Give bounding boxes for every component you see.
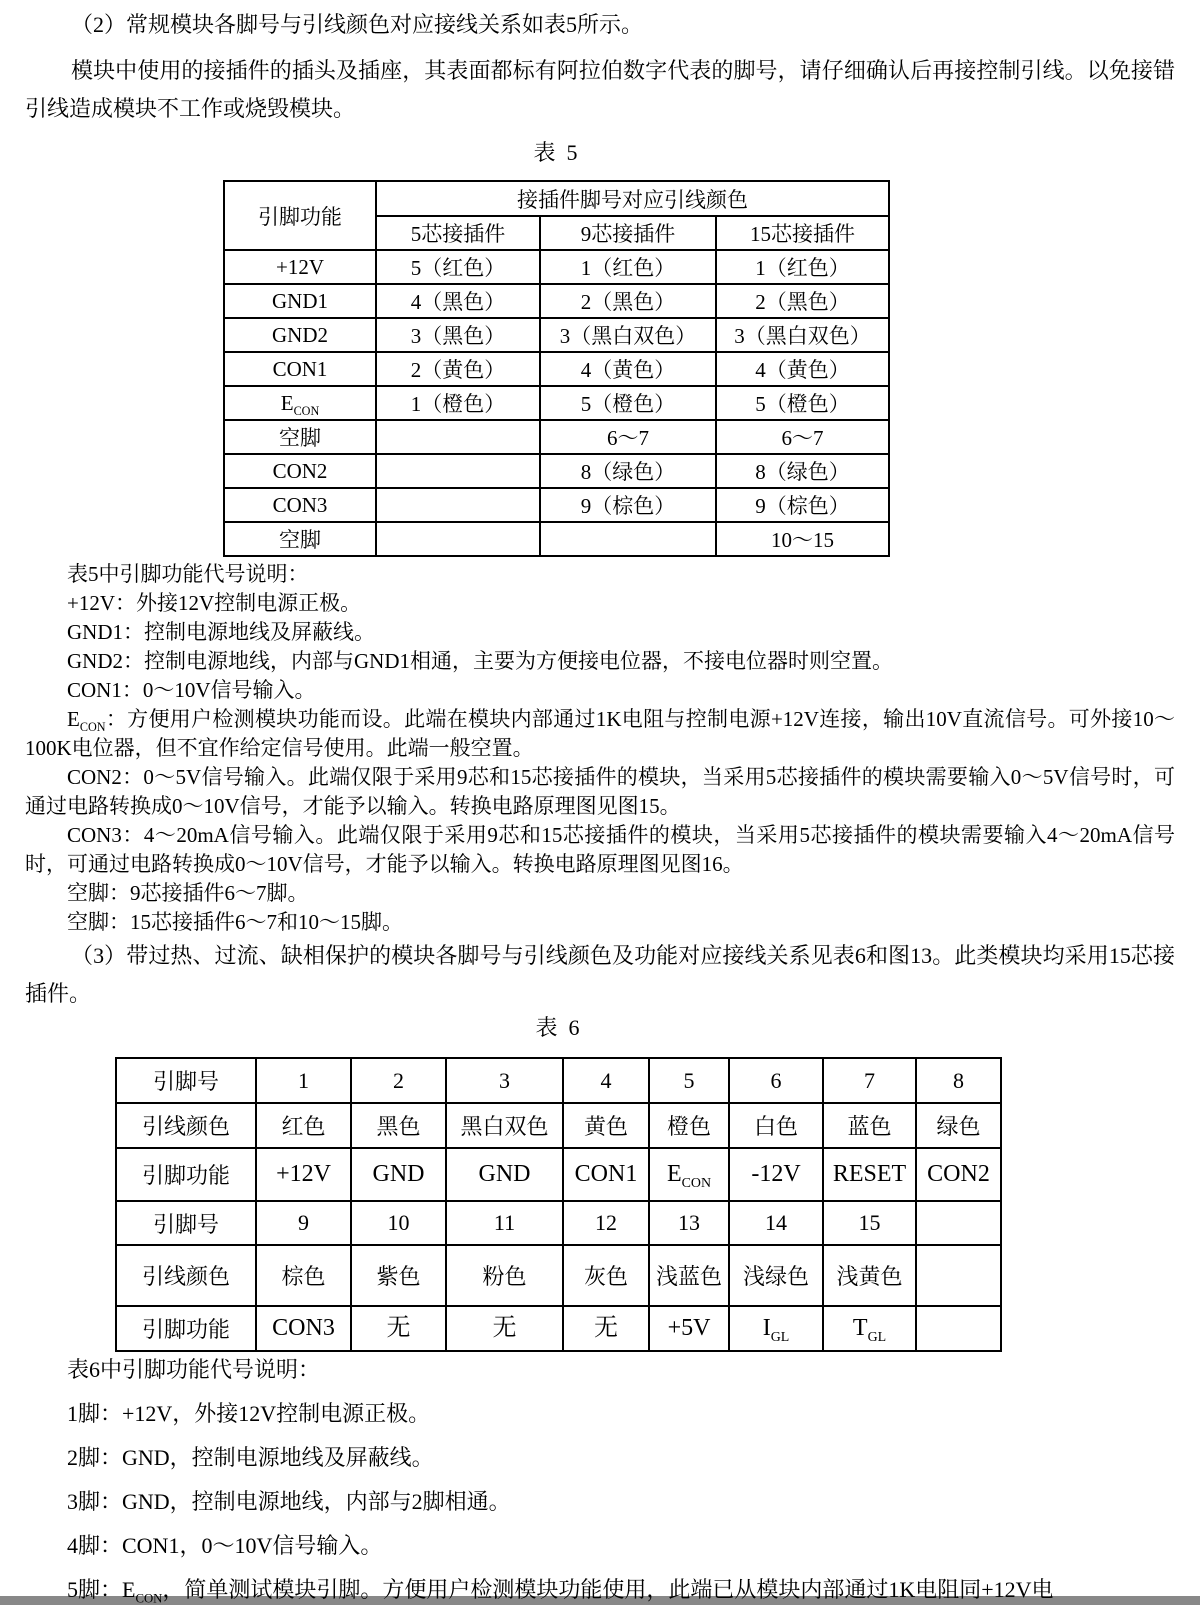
table6-row — [116, 1103, 1001, 1148]
table-cell: 黄色 — [563, 1103, 649, 1148]
table-cell: 14 — [729, 1201, 823, 1245]
table5-row — [224, 420, 889, 454]
table-cell: 黑色 — [351, 1103, 446, 1148]
note-line: CON3：4～20mA信号输入。此端仅限于采用9芯和15芯接插件的模块，当采用5芯接插件的模块需要输入4～20mA信号时，可通过电路转换成0～10V信号，才能予以输入。转换电路原理图见图16。 — [25, 823, 1175, 876]
note-line: 空脚：15芯接插件6～7和10～15脚。 — [67, 910, 403, 934]
table5-header-row — [224, 181, 889, 216]
table-cell: $E_{CON}$ — [649, 1148, 729, 1201]
row-label: 引脚功能 — [116, 1148, 256, 1201]
table5-caption: 表 5 — [533, 140, 578, 165]
table-cell: 浅绿色 — [729, 1245, 823, 1306]
table-cell: 6 — [729, 1058, 823, 1103]
pin-function-cell: GND1 — [224, 284, 376, 318]
table-cell: 无 — [351, 1306, 446, 1351]
table-cell: 1（橙色） — [376, 386, 540, 420]
table6 — [115, 1057, 1002, 1352]
table-cell: 9（棕色） — [716, 488, 889, 522]
table-cell: 2 — [351, 1058, 446, 1103]
note-line: 1脚：+12V，外接12V控制电源正极。 — [67, 1401, 431, 1426]
table-cell: 5 — [649, 1058, 729, 1103]
table-cell: 6～7 — [716, 420, 889, 454]
note-line: 2脚：GND，控制电源地线及屏蔽线。 — [67, 1445, 434, 1470]
table-cell: 11 — [446, 1201, 563, 1245]
row-label: 引脚号 — [116, 1058, 256, 1103]
table5-row — [224, 522, 889, 556]
table-cell: 9 — [256, 1201, 351, 1245]
table6-row — [116, 1058, 1001, 1103]
table5 — [223, 180, 890, 557]
table-cell: CON1 — [563, 1148, 649, 1201]
table5-subheader: 5芯接插件 — [376, 216, 540, 250]
table-cell — [376, 522, 540, 556]
table-cell: 棕色 — [256, 1245, 351, 1306]
table-cell — [540, 522, 716, 556]
note-line: 3脚：GND，控制电源地线，内部与2脚相通。 — [67, 1489, 511, 1514]
table6-row — [116, 1245, 1001, 1306]
table5-row — [224, 352, 889, 386]
table-cell: 10 — [351, 1201, 446, 1245]
table-cell: 红色 — [256, 1103, 351, 1148]
table-cell: 1（红色） — [540, 250, 716, 284]
table-cell: 2（黄色） — [376, 352, 540, 386]
table6-row — [116, 1148, 1001, 1201]
table-cell: RESET — [823, 1148, 916, 1201]
table-cell: 8（绿色） — [540, 454, 716, 488]
table-cell — [376, 454, 540, 488]
table-cell: 15 — [823, 1201, 916, 1245]
table-cell: $I_{GL}$ — [729, 1306, 823, 1351]
note-line: GND2：控制电源地线，内部与GND1相通，主要为方便接电位器，不接电位器时则空置。 — [67, 649, 893, 673]
row-label: 引脚号 — [116, 1201, 256, 1245]
table-cell: CON2 — [916, 1148, 1001, 1201]
table-cell: 7 — [823, 1058, 916, 1103]
table-cell — [916, 1201, 1001, 1245]
paragraph-item-2: （2）常规模块各脚号与引线颜色对应接线关系如表5所示。 — [71, 12, 644, 37]
paragraph-module-note: 模块中使用的接插件的插头及插座，其表面都标有阿拉伯数字代表的脚号，请仔细确认后再接控制引线。以免接错引线造成模块不工作或烧毁模块。 — [25, 58, 1175, 121]
table-cell: 无 — [446, 1306, 563, 1351]
table-cell: 6～7 — [540, 420, 716, 454]
table-cell — [916, 1245, 1001, 1306]
table-cell: 2（黑色） — [540, 284, 716, 318]
pin-function-cell: +12V — [224, 250, 376, 284]
table-cell: $T_{GL}$ — [823, 1306, 916, 1351]
table6-caption: 表 6 — [535, 1015, 580, 1040]
pin-function-cell: $E_{CON}$ — [224, 386, 376, 420]
note-line: CON1：0～10V信号输入。 — [67, 678, 316, 702]
table-cell: 3（黑白双色） — [540, 318, 716, 352]
table-cell: 4（黄色） — [540, 352, 716, 386]
table-cell: 浅黄色 — [823, 1245, 916, 1306]
table-cell: 紫色 — [351, 1245, 446, 1306]
table-cell: -12V — [729, 1148, 823, 1201]
row-label: 引脚功能 — [116, 1306, 256, 1351]
table-cell: 4（黄色） — [716, 352, 889, 386]
table5-row — [224, 284, 889, 318]
table-cell: GND — [351, 1148, 446, 1201]
table-cell: CON3 — [256, 1306, 351, 1351]
pin-function-cell: CON1 — [224, 352, 376, 386]
pin-function-cell: 空脚 — [224, 522, 376, 556]
table-cell: GND — [446, 1148, 563, 1201]
table-cell: 5（橙色） — [540, 386, 716, 420]
table5-subheader: 9芯接插件 — [540, 216, 716, 250]
table-cell: +12V — [256, 1148, 351, 1201]
table-cell: 3（黑白双色） — [716, 318, 889, 352]
pin-function-cell: CON3 — [224, 488, 376, 522]
table-cell: 5（红色） — [376, 250, 540, 284]
table-cell: 4（黑色） — [376, 284, 540, 318]
row-label: 引线颜色 — [116, 1103, 256, 1148]
table-cell: 12 — [563, 1201, 649, 1245]
note-line: 4脚：CON1，0～10V信号输入。 — [67, 1533, 383, 1558]
table-cell: 灰色 — [563, 1245, 649, 1306]
table-cell: 1 — [256, 1058, 351, 1103]
table5-row — [224, 250, 889, 284]
table5-corner-header: 引脚功能 — [224, 181, 376, 250]
note-line: 5脚：$E_{CON}$，简单测试模块引脚。方便用户检测模块功能使用，此端已从模块内部通过1K电阻同+12V电 — [67, 1577, 1054, 1605]
table-cell: 橙色 — [649, 1103, 729, 1148]
table6-row — [116, 1201, 1001, 1245]
table-cell: 3 — [446, 1058, 563, 1103]
pin-function-cell: 空脚 — [224, 420, 376, 454]
table-cell: 10～15 — [716, 522, 889, 556]
table-cell: 无 — [563, 1306, 649, 1351]
note-line: $E_{CON}$：方便用户检测模块功能而设。此端在模块内部通过1K电阻与控制电源+12V连接，输出10V直流信号。可外接10～100K电位器，但不宜作给定信号使用。此端一般空置。 — [25, 707, 1175, 760]
table-cell: 4 — [563, 1058, 649, 1103]
table-cell: 5（橙色） — [716, 386, 889, 420]
table-cell — [376, 420, 540, 454]
note-line: 表6中引脚功能代号说明： — [67, 1357, 321, 1382]
table-cell: 绿色 — [916, 1103, 1001, 1148]
table-cell: 3（黑色） — [376, 318, 540, 352]
table-cell: 黑白双色 — [446, 1103, 563, 1148]
table-cell: 浅蓝色 — [649, 1245, 729, 1306]
table-cell: 蓝色 — [823, 1103, 916, 1148]
table5-row — [224, 488, 889, 522]
table-cell: 粉色 — [446, 1245, 563, 1306]
table6-notes — [25, 1357, 1175, 1603]
table5-group-header: 接插件脚号对应引线颜色 — [376, 181, 889, 216]
table-cell: 1（红色） — [716, 250, 889, 284]
note-line: +12V：外接12V控制电源正极。 — [67, 591, 362, 615]
table-cell: 9（棕色） — [540, 488, 716, 522]
pin-function-cell: CON2 — [224, 454, 376, 488]
note-line: 表5中引脚功能代号说明： — [67, 562, 309, 586]
table5-notes — [25, 560, 1175, 937]
note-line: CON2：0～5V信号输入。此端仅限于采用9芯和15芯接插件的模块，当采用5芯接插件的模块需要输入0～5V信号时，可通过电路转换成0～10V信号，才能予以输入。转换电路原理图见图15。 — [25, 765, 1175, 818]
note-line: GND1：控制电源地线及屏蔽线。 — [67, 620, 375, 644]
table-cell: 白色 — [729, 1103, 823, 1148]
table-cell: +5V — [649, 1306, 729, 1351]
table5-subheader: 15芯接插件 — [716, 216, 889, 250]
table5-row — [224, 454, 889, 488]
row-label: 引线颜色 — [116, 1245, 256, 1306]
table-cell: 8（绿色） — [716, 454, 889, 488]
table-cell: 8 — [916, 1058, 1001, 1103]
table6-row — [116, 1306, 1001, 1351]
table-cell — [916, 1306, 1001, 1351]
table-cell: 13 — [649, 1201, 729, 1245]
table-cell: 2（黑色） — [716, 284, 889, 318]
table5-row — [224, 386, 889, 420]
pin-function-cell: GND2 — [224, 318, 376, 352]
note-line: 空脚：9芯接插件6～7脚。 — [67, 881, 309, 905]
table-cell — [376, 488, 540, 522]
paragraph-item-3: （3）带过热、过流、缺相保护的模块各脚号与引线颜色及功能对应接线关系见表6和图13。此类模块均采用15芯接插件。 — [25, 943, 1175, 1006]
table5-row — [224, 318, 889, 352]
